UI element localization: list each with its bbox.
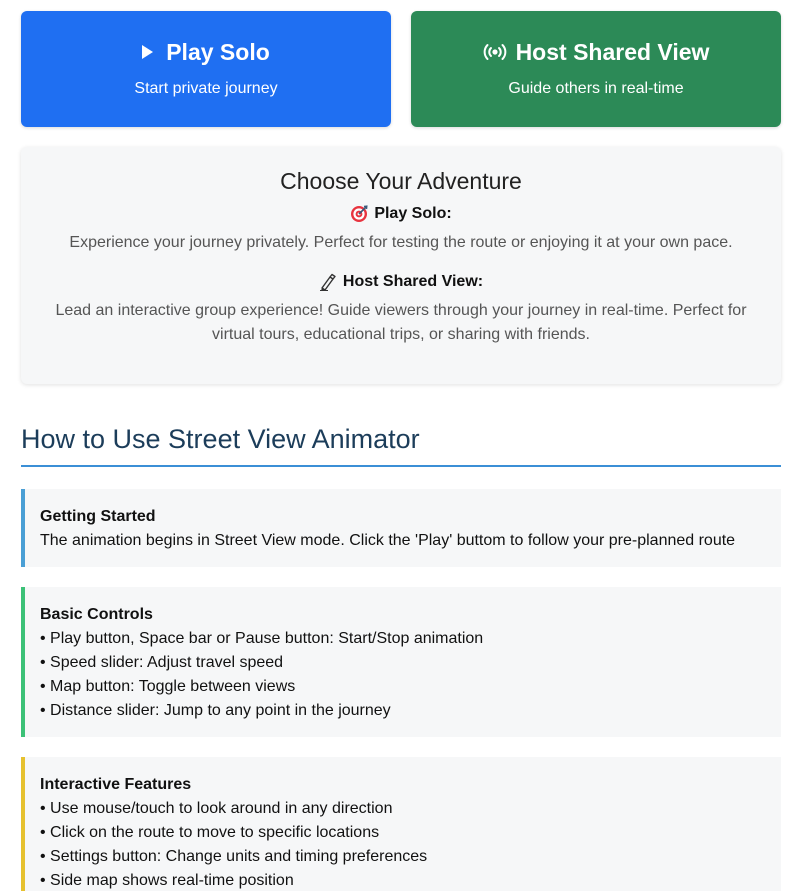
card-line: • Speed slider: Adjust travel speed	[40, 654, 284, 671]
card-title: Basic Controls	[40, 606, 153, 623]
card-line: • Map button: Toggle between views	[40, 678, 296, 695]
adventure-heading: Choose Your Adventure	[280, 168, 522, 194]
play-solo-subtitle: Start private journey	[134, 80, 278, 97]
card-line: • Click on the route to move to specific locations	[40, 824, 380, 841]
host-shared-view-subtitle: Guide others in real-time	[508, 80, 684, 97]
howto-card-basic-controls	[21, 587, 781, 737]
card-line: • Distance slider: Jump to any point in the journey	[40, 702, 391, 719]
card-title: Interactive Features	[40, 776, 192, 793]
host-shared-view-title	[483, 39, 710, 65]
card-line: The animation begins in Street View mode. Click the 'Play' buttom to follow your pre-planned route	[40, 532, 736, 549]
host-option-label: Host Shared View:	[342, 273, 484, 290]
play-icon	[142, 45, 153, 59]
howto-card-interactive-features	[21, 757, 781, 891]
solo-option-heading	[21, 205, 781, 223]
play-solo-title	[142, 39, 270, 65]
mode-buttons	[21, 11, 781, 127]
solo-option-text: Experience your journey privately. Perfect for testing the route or enjoying it at your own pace.	[69, 234, 733, 251]
howto-title: How to Use Street View Animator	[21, 424, 781, 467]
pen-icon	[319, 273, 337, 291]
card-line: • Use mouse/touch to look around in any direction	[40, 800, 393, 817]
card-title: Getting Started	[40, 508, 156, 525]
card-line: • Settings button: Change units and timing preferences	[40, 848, 428, 865]
solo-option-label: Play Solo:	[374, 205, 452, 222]
host-option-text: Lead an interactive group experience! Guide viewers through your journey in real-time. Perfect for virtual tours, educational trips, or sharing with friends.	[55, 302, 747, 343]
howto-card-getting-started	[21, 489, 781, 567]
host-shared-view-button[interactable]	[411, 11, 781, 127]
host-option-heading	[21, 273, 781, 291]
play-solo-label: Play Solo	[166, 38, 270, 65]
play-solo-button[interactable]	[21, 11, 391, 127]
adventure-panel	[21, 147, 781, 384]
target-icon	[350, 205, 368, 223]
host-shared-view-label: Host Shared View	[515, 38, 710, 65]
card-line: • Play button, Space bar or Pause button: Start/Stop animation	[40, 630, 484, 647]
card-line: • Side map shows real-time position	[40, 872, 294, 889]
broadcast-icon	[483, 43, 507, 61]
